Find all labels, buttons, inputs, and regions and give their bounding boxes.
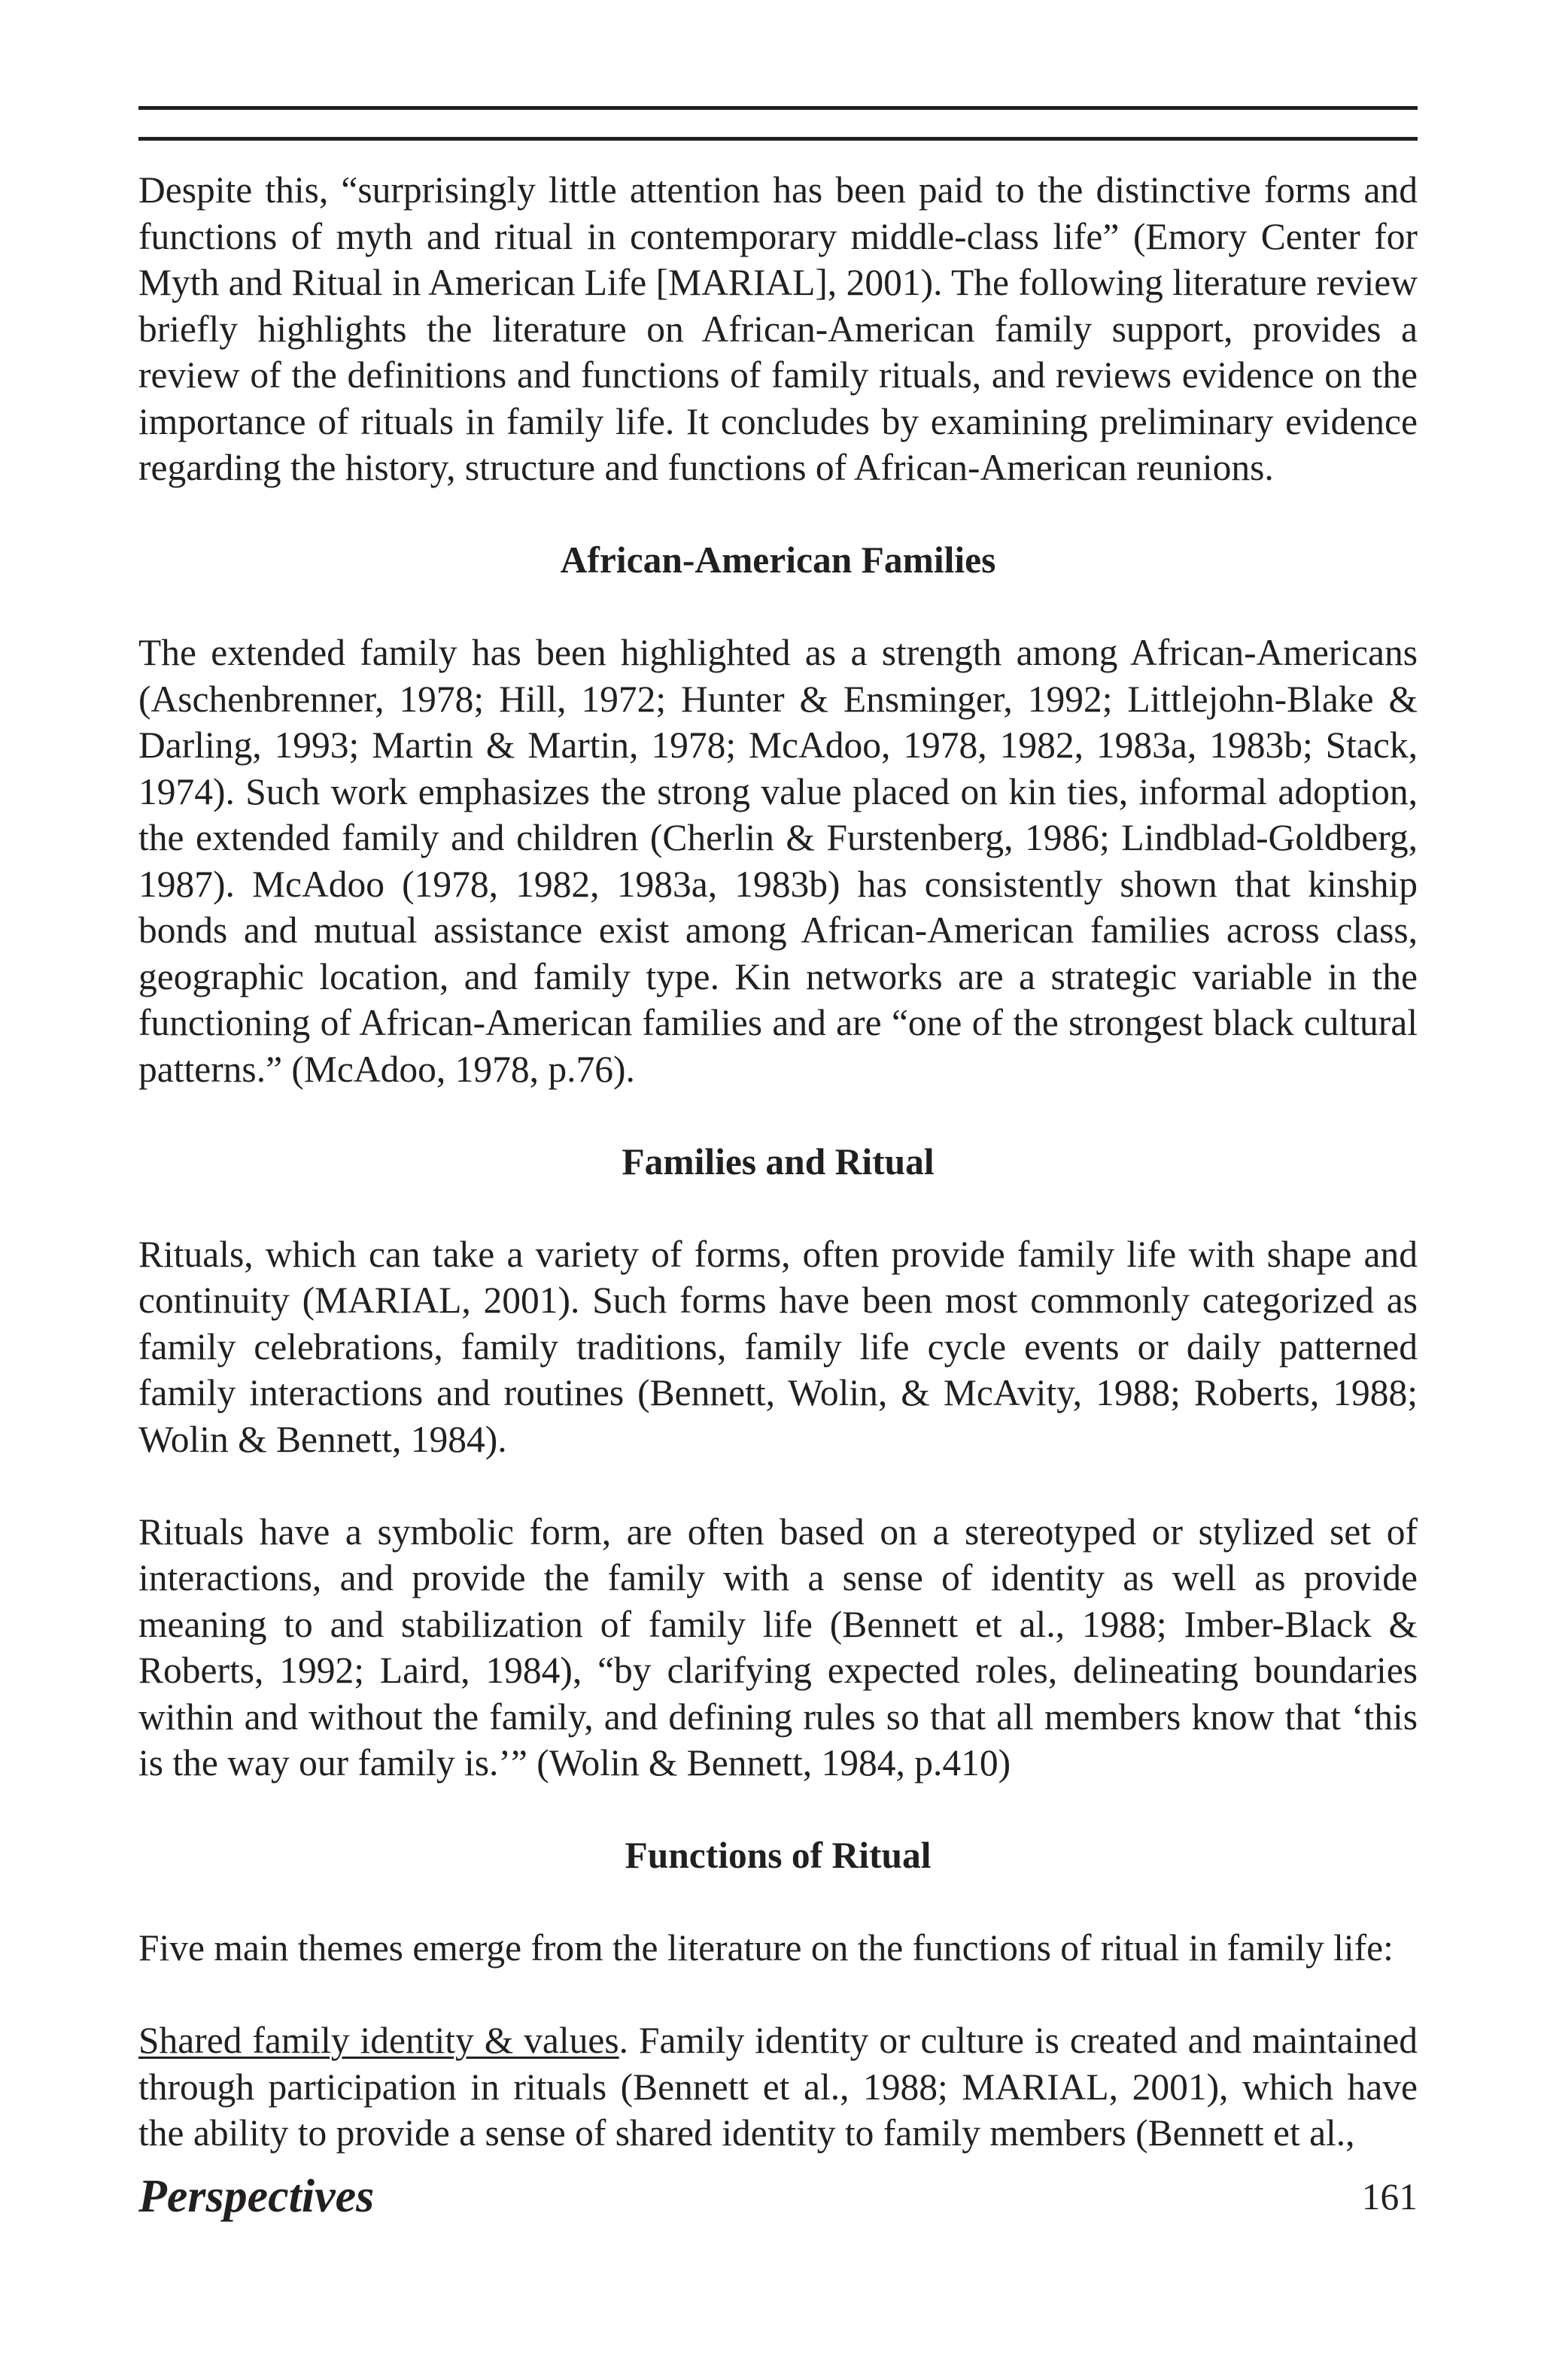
theme-title-shared-identity: Shared family identity & values	[138, 2020, 619, 2061]
spacer	[138, 1972, 1418, 2018]
spacer	[138, 584, 1418, 630]
spacer	[138, 1787, 1418, 1833]
spacer	[138, 1092, 1418, 1139]
page-footer	[138, 2166, 1418, 2227]
header-rule-top	[138, 106, 1418, 110]
theme-text-shared-identity: . Family identity or culture is created and maintained through participation in rituals (Bennett et al., 1988; MARIAL, 2001), which have the ability to provide a sense of shared identity to family members (Bennett et al.,	[138, 2020, 1418, 2154]
header-rule-bottom	[138, 137, 1418, 141]
article-body	[138, 167, 1418, 2157]
section-heading-families-and-ritual: Families and Ritual	[622, 1140, 935, 1182]
spacer	[138, 1462, 1418, 1509]
families-and-ritual-paragraph-1: Rituals, which can take a variety of forms, often provide family life with shape and continuity (MARIAL, 2001). Such forms have been most commonly categorized as family celebrations, family traditions, family life cycle events or daily patterned family interactions and routines (Bennett, Wolin, & McAvity, 1988; Roberts, 1988; Wolin & Bennett, 1984).	[138, 1233, 1418, 1460]
shared-identity-paragraph	[138, 2017, 1418, 2157]
spacer	[138, 1879, 1418, 1926]
families-and-ritual-paragraph-2: Rituals have a symbolic form, are often based on a stereotyped or stylized set of interactions, and provide the family with a sense of identity as well as provide meaning to and stabilization of family life (Bennett et al., 1988; Imber-Black & Roberts, 1992; Laird, 1984), “by clarifying expected roles, delineating boundaries within and without the family, and defining rules so that all members know that ‘this is the way our family is.’” (Wolin & Bennett, 1984, p.410)	[138, 1510, 1418, 1783]
intro-paragraph: Despite this, “surprisingly little attention has been paid to the distinctive forms and functions of myth and ritual in contemporary middle-class life” (Emory Center for Myth and Ritual in American Life [MARIAL], 2001). The following literature review briefly highlights the literature on African-American family support, provides a review of the definitions and functions of family rituals, and reviews evidence on the importance of rituals in family life. It concludes by examining preliminary evidence regarding the history, structure and functions of African-American reunions.	[138, 169, 1418, 488]
section-heading-functions-of-ritual: Functions of Ritual	[625, 1835, 932, 1876]
section-heading-african-american-families: African-American Families	[560, 539, 996, 581]
journal-name: Perspectives	[138, 2171, 375, 2222]
page-number: 161	[1361, 2176, 1418, 2218]
functions-of-ritual-intro: Five main themes emerge from the literature on the functions of ritual in family life:	[138, 1927, 1394, 1969]
african-american-families-paragraph: The extended family has been highlighted as a strength among African-Americans (Aschenbrenner, 1978; Hill, 1972; Hunter & Ensminger, 1992; Littlejohn-Blake & Darling, 1993; Martin & Martin, 1978; McAdoo, 1978, 1982, 1983a, 1983b; Stack, 1974). Such work emphasizes the strong value placed on kin ties, informal adoption, the extended family and children (Cherlin & Furstenberg, 1986; Lindblad-Goldberg, 1987). McAdoo (1978, 1982, 1983a, 1983b) has consistently shown that kinship bonds and mutual assistance exist among African-American families across class, geographic location, and family type. Kin networks are a strategic variable in the functioning of African-American families and are “one of the strongest black cultural patterns.” (McAdoo, 1978, p.76).	[138, 632, 1418, 1090]
spacer	[138, 491, 1418, 538]
spacer	[138, 1185, 1418, 1231]
